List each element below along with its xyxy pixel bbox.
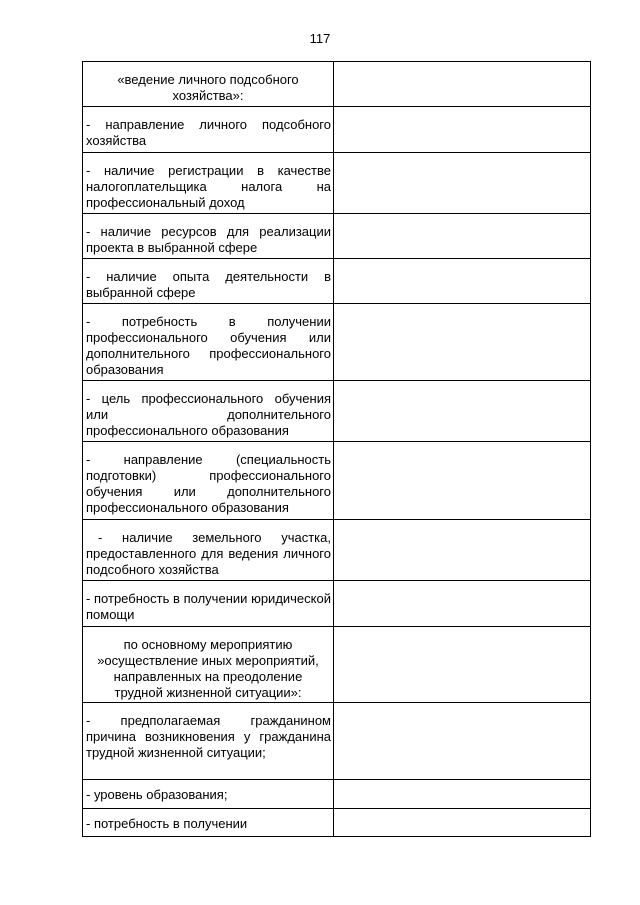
table-row [83, 780, 591, 809]
answer-cell[interactable] [334, 442, 591, 520]
answer-cell[interactable] [334, 520, 591, 581]
table-row [83, 520, 591, 581]
answer-cell[interactable] [334, 809, 591, 837]
table-row [83, 809, 591, 837]
table-row [83, 381, 591, 442]
question-cell [83, 62, 334, 107]
answer-cell[interactable] [334, 304, 591, 381]
question-label: - уровень образования; [86, 787, 228, 802]
answer-cell[interactable] [334, 581, 591, 627]
answer-cell[interactable] [334, 107, 591, 153]
question-cell [83, 581, 334, 627]
table-row [83, 581, 591, 627]
question-label: - цель профессионального обучения или дополнительного профессионального образования [86, 391, 331, 438]
questionnaire-table [82, 61, 591, 837]
answer-cell[interactable] [334, 627, 591, 703]
question-label: - наличие опыта деятельности в выбранной сфере [86, 269, 331, 300]
question-cell [83, 153, 334, 214]
table-row [83, 627, 591, 703]
table-row [83, 442, 591, 520]
question-label: - потребность в получении юридической помощи [86, 591, 331, 622]
section-heading: по основному мероприятию »осуществление иных мероприятий, направленных на преодоление трудной жизненной ситуации»: [97, 637, 319, 700]
question-label: - потребность в получении профессионального обучения или дополнительного профессионального образования [86, 314, 331, 377]
answer-cell[interactable] [334, 703, 591, 780]
question-cell [83, 627, 334, 703]
table-row [83, 703, 591, 780]
answer-cell[interactable] [334, 214, 591, 259]
question-label: - потребность в получении [86, 816, 248, 831]
question-cell [83, 107, 334, 153]
answer-cell[interactable] [334, 153, 591, 214]
question-cell [83, 304, 334, 381]
question-label: - наличие ресурсов для реализации проекта в выбранной сфере [86, 224, 331, 255]
question-cell [83, 381, 334, 442]
table-row [83, 62, 591, 107]
question-cell [83, 780, 334, 809]
question-label: - предполагаемая гражданином причина возникновения у гражданина трудной жизненной ситуации; [86, 713, 331, 760]
question-cell [83, 520, 334, 581]
question-cell [83, 214, 334, 259]
question-cell [83, 703, 334, 780]
question-cell [83, 259, 334, 304]
answer-cell[interactable] [334, 381, 591, 442]
question-label: - направление (специальность подготовки) профессионального обучения или дополнительного профессионального образования [86, 452, 331, 515]
table-row [83, 259, 591, 304]
answer-cell[interactable] [334, 259, 591, 304]
answer-cell[interactable] [334, 62, 591, 107]
question-label: - направление личного подсобного хозяйства [86, 117, 331, 148]
question-label: - наличие регистрации в качестве налогоплательщика налога на профессиональный доход [86, 163, 331, 210]
table-row [83, 214, 591, 259]
question-cell [83, 809, 334, 837]
question-cell [83, 442, 334, 520]
page-number: 117 [309, 31, 331, 46]
section-heading: «ведение личного подсобного хозяйства»: [117, 72, 299, 103]
table-row [83, 153, 591, 214]
table-row [83, 304, 591, 381]
answer-cell[interactable] [334, 780, 591, 809]
table-row [83, 107, 591, 153]
question-label: - наличие земельного участка, предоставленного для ведения личного подсобного хозяйства [86, 530, 331, 577]
